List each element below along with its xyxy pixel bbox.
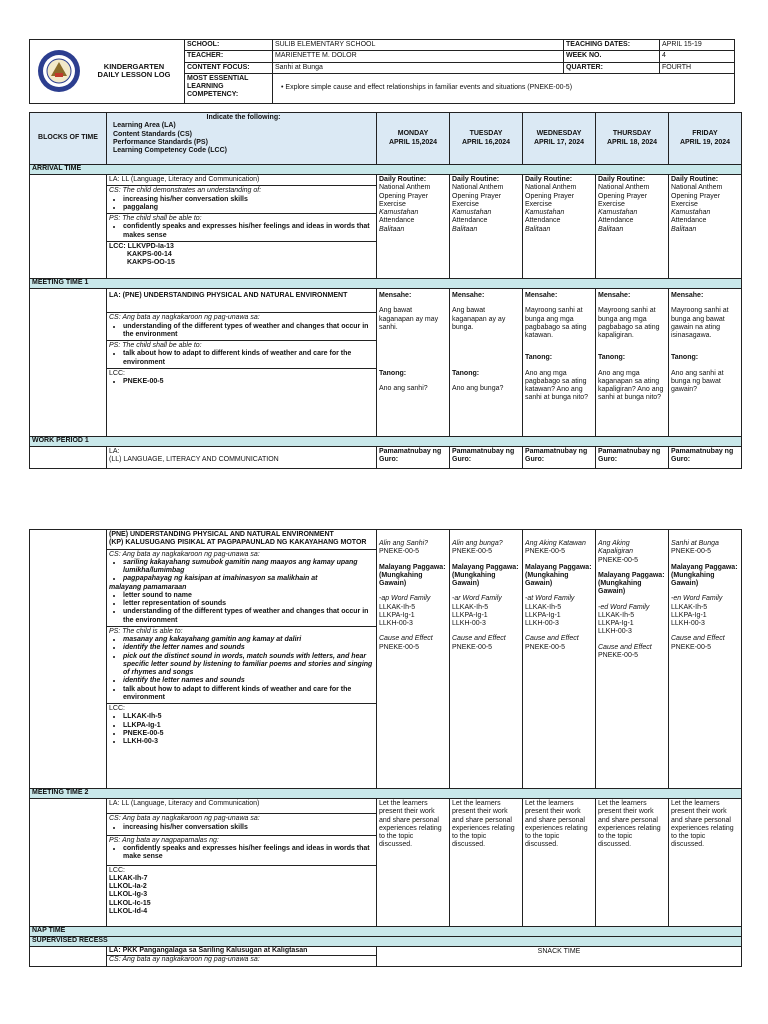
- arrival-lcc: KAKPS-00-14: [127, 251, 172, 258]
- work1b-ps-item: • identify the letter names and sounds: [123, 644, 374, 652]
- arrival-cs-item: • paggalang: [123, 204, 374, 212]
- section-arrival-time: ARRIVAL TIME: [30, 165, 742, 175]
- log-title-line2: DAILY LESSON LOG: [97, 70, 171, 80]
- routine-cell: Daily Routine: National Anthem Opening Prayer Exercise Kamustahan Attendance Balitaan: [669, 175, 742, 279]
- lesson-table-page2: [29, 529, 742, 967]
- section-meeting-time-1: MEETING TIME 1: [30, 279, 742, 289]
- indicate-line: Learning Competency Code (LCC): [113, 147, 227, 154]
- meeting1-day-cell: Mensahe: Ang bawat kaganapan ay may sanhi. Tanong: Ano ang sanhi?: [377, 289, 450, 437]
- meeting2-cs-item: • increasing his/her conversation skills: [123, 824, 374, 832]
- indicate-line: Performance Standards (PS): [113, 138, 208, 146]
- meeting2-activity: Let the learners present their work and share personal experiences relating to the topic discussed.: [450, 799, 523, 927]
- work1b-day-cell: Sanhi at Bunga PNEKE-00-5 Malayang Paggawa: (Mungkahing Gawain) -en Word Family LLKAK-Ih-5 LLKPA-Ig-1 LLKH-00-3 Cause and Effect PNEKE-00-5: [669, 530, 742, 789]
- meeting1-lcc-label: LCC:: [109, 369, 125, 377]
- week-value: 4: [660, 51, 735, 62]
- routine-cell: Daily Routine: National Anthem Opening Prayer Exercise Kamustahan Attendance Balitaan: [450, 175, 523, 279]
- meeting2-la: LA: LL (Language, Literacy and Communication): [107, 799, 376, 814]
- arrival-ps-item: • confidently speaks and expresses his/her feelings and ideas in words that makes sense: [123, 223, 374, 240]
- melc-value: Explore simple cause and effect relationships in familiar events and situations (PNEKE-00-5): [285, 84, 573, 92]
- indicate-line: Learning Area (LA): [113, 122, 176, 130]
- meeting1-day-cell: Mensahe: Mayroong sanhi at bunga ang mga pagbabago sa ating katawan. Tanong: Ano ang mga pagbabago sa ating katawan? Ano ang sanhi at bunga nito?: [523, 289, 596, 437]
- meeting1-cs-item: • understanding of the different types of weather and changes that occur in the environment: [123, 323, 374, 340]
- work1b-ps-item: • pick out the distinct sound in words, match sounds with letters, and hear specific letter sound by listening to familiar poems and stories and singing of rhymes and songs: [123, 653, 374, 678]
- work1b-cs-intro: CS: Ang bata ay nagkakaroon ng pag-unawa sa:: [109, 550, 260, 558]
- meeting1-ps-intro: PS: The child shall be able to:: [109, 342, 202, 349]
- meeting1-day-cell: Mensahe: Ang bawat kaganapan ay ay bunga. Tanong: Ano ang bunga?: [450, 289, 523, 437]
- meeting1-day-cell: Mensahe: Mayroong sanhi at bunga ang mga pagbabago sa ating kapaligiran. Tanong: Ano ang mga kaganapan sa ating kapaligiran? Ano ang sanhi at bunga nito?: [596, 289, 669, 437]
- meeting2-ps-intro: PS: Ang bata ay nagpapamalas ng:: [109, 836, 219, 844]
- meeting2-lcc: LLKOL-Ic-15: [109, 899, 151, 907]
- work1b-cs-item: • understanding of the different types of weather and changes that occur in the environment: [123, 608, 374, 625]
- day-header-tuesday: TUESDAY APRIL 16,2024: [450, 113, 523, 165]
- work1b-cs-item: • letter sound to name: [123, 592, 374, 600]
- meeting2-activity: Let the learners present their work and share personal experiences relating to the topic discussed.: [669, 799, 742, 927]
- work1b-day-cell: Alin ang bunga? PNEKE-00-5 Malayang Paggawa: (Mungkahing Gawain) -ar Word Family LLKAK-Ih-5 LLKPA-Ig-1 LLKH-00-3 Cause and Effect PNEKE-00-5: [450, 530, 523, 789]
- work1-la: (LL) LANGUAGE, LITERACY AND COMMUNICATION: [109, 456, 279, 464]
- work1-la-label: LA:: [109, 448, 120, 455]
- blocks-of-time-header: BLOCKS OF TIME: [30, 113, 107, 165]
- meeting2-lcc: LCC:: [109, 866, 125, 874]
- work1-guide: Pamamatnubay ng Guro:: [669, 447, 742, 469]
- deped-seal-logo: [32, 49, 86, 93]
- work1b-lcc-label: LCC:: [109, 705, 125, 712]
- arrival-cs-item: • increasing his/her conversation skills: [123, 196, 374, 204]
- content-focus-label: CONTENT FOCUS:: [185, 62, 273, 73]
- day-header-friday: FRIDAY APRIL 19, 2024: [669, 113, 742, 165]
- snack-time: SNACK TIME: [377, 947, 742, 967]
- meeting2-lcc: LLKAK-Ih-7: [109, 874, 148, 882]
- work1b-day-cell: Alin ang Sanhi? PNEKE-00-5 Malayang Paggawa: (Mungkahing Gawain) -ap Word Family LLKAK-Ih-5 LLKPA-Ig-1 LLKH-00-3 Cause and Effect PNEKE-00-5: [377, 530, 450, 789]
- work1b-cs-line: malayang pamamaraan: [109, 583, 187, 591]
- work1b-pne: (PNE) UNDERSTANDING PHYSICAL AND NATURAL ENVIRONMENT: [109, 531, 334, 538]
- quarter-label: QUARTER:: [564, 62, 660, 73]
- meeting1-ps-item: • talk about how to adapt to different kinds of weather and care for the environment: [123, 350, 374, 367]
- melc-label: MOST ESSENTIAL LEARNING COMPETENCY:: [185, 73, 273, 103]
- arrival-lcc: LCC: LLKVPD-Ia-13: [109, 242, 174, 250]
- section-meeting-time-2: MEETING TIME 2: [30, 789, 742, 799]
- routine-cell: Daily Routine: National Anthem Opening Prayer Exercise Kamustahan Attendance Balitaan: [523, 175, 596, 279]
- arrival-cs-intro: CS: The child demonstrates an understanding of:: [109, 187, 262, 195]
- indicate-title: Indicate the following:: [206, 114, 281, 121]
- work1b-ps-intro: PS: The child is able to:: [109, 627, 183, 635]
- meeting2-cs-intro: CS: Ang bata ay nagkakaroon ng pag-unawa sa:: [109, 815, 260, 823]
- header-table: [29, 39, 735, 104]
- day-header-thursday: THURSDAY APRIL 18, 2024: [596, 113, 669, 165]
- meeting2-lcc: LLKOL-Id-4: [109, 907, 148, 915]
- week-label: WEEK NO.: [564, 51, 660, 62]
- work1b-ps-item: • talk about how to adapt to different kinds of weather and care for the environment: [123, 686, 374, 703]
- work1b-day-cell: Ang Aking Katawan PNEKE-00-5 Malayang Paggawa: (Mungkahing Gawain) -at Word Family LLKAK-Ih-5 LLKPA-Ig-1 LLKH-00-3 Cause and Effect PNEKE-00-5: [523, 530, 596, 789]
- content-focus-value: Sanhi at Bunga: [273, 62, 564, 73]
- work1-guide: Pamamatnubay ng Guro:: [523, 447, 596, 469]
- work1b-kp: (KP) KALUSUGANG PISIKAL AT PAGPAPAUNLAD NG KAKAYAHANG MOTOR: [109, 539, 367, 547]
- routine-cell: Daily Routine: National Anthem Opening Prayer Exercise Kamustahan Attendance Balitaan: [377, 175, 450, 279]
- work1b-ps-item: • identify the letter names and sounds: [123, 677, 374, 685]
- work1b-lcc-item: • PNEKE-00-5: [123, 730, 374, 738]
- work1b-cs-item: • letter representation of sounds: [123, 600, 374, 608]
- recess-cs: CS: Ang bata ay nagkakaroon ng pag-unawa sa:: [109, 956, 260, 964]
- arrival-ps-intro: PS: The child shall be able to:: [109, 215, 202, 222]
- teaching-dates-label: TEACHING DATES:: [564, 40, 660, 51]
- meeting2-lcc: LLKOL-Ia-2: [109, 883, 147, 890]
- indicate-line: Content Standards (CS): [113, 130, 192, 138]
- routine-cell: Daily Routine: National Anthem Opening Prayer Exercise Kamustahan Attendance Balitaan: [596, 175, 669, 279]
- teacher-value: MARIENETTE M. DOLOR: [273, 51, 564, 62]
- work1b-ps-item: • masanay ang kakayahang gamitin ang kamay at daliri: [123, 636, 374, 644]
- meeting2-activity: Let the learners present their work and share personal experiences relating to the topic discussed.: [523, 799, 596, 927]
- section-supervised-recess: SUPERVISED RECESS: [30, 937, 742, 947]
- meeting2-activity: Let the learners present their work and share personal experiences relating to the topic discussed.: [377, 799, 450, 927]
- melc-bullet: •: [281, 84, 286, 92]
- work1b-day-cell: Ang Aking Kapaligiran PNEKE-00-5 Malayang Paggawa: (Mungkahing Gawain) -ed Word Family LLKAK-Ih-5 LLKPA-Ig-1 LLKH-00-3 Cause and Effect PNEKE-00-5: [596, 530, 669, 789]
- work1-guide: Pamamatnubay ng Guro:: [596, 447, 669, 469]
- school-label: SCHOOL:: [185, 40, 273, 51]
- work1b-lcc-item: • LLKPA-Ig-1: [123, 722, 374, 730]
- school-value: SULIB ELEMENTARY SCHOOL: [273, 40, 564, 51]
- meeting1-lcc-item: • PNEKE-00-5: [123, 378, 374, 386]
- meeting2-lcc: LLKOL-Ig-3: [109, 891, 148, 899]
- lesson-table-page1: [29, 112, 742, 469]
- quarter-value: FOURTH: [660, 62, 735, 73]
- section-nap-time: NAP TIME: [30, 927, 742, 937]
- meeting1-la: LA: (PNE) UNDERSTANDING PHYSICAL AND NATURAL ENVIRONMENT: [107, 289, 376, 313]
- day-header-monday: MONDAY APRIL 15,2024: [377, 113, 450, 165]
- arrival-lcc: KAKPS-OO-15: [127, 259, 175, 267]
- work1b-lcc-item: • LLKAK-Ih-5: [123, 713, 374, 721]
- meeting2-ps-item: • confidently speaks and expresses his/her feelings and ideas in words that make sense: [123, 845, 374, 862]
- log-title-line1: KINDERGARTEN: [103, 61, 165, 71]
- meeting2-activity: Let the learners present their work and share personal experiences relating to the topic discussed.: [596, 799, 669, 927]
- teacher-label: TEACHER:: [185, 51, 273, 62]
- recess-la: LA: PKK Pangangalaga sa Sariling Kalusugan at Kaligtasan: [107, 947, 376, 956]
- work1-guide: Pamamatnubay ng Guro:: [377, 447, 450, 469]
- arrival-la: LA: LL (Language, Literacy and Communication): [107, 175, 376, 186]
- section-work-period-1: WORK PERIOD 1: [30, 437, 742, 447]
- work1-guide: Pamamatnubay ng Guro:: [450, 447, 523, 469]
- meeting1-cs-intro: CS: Ang bata ay nagkakaroon ng pag-unawa sa:: [109, 314, 260, 322]
- work1b-cs-item: • sariling kakayahang sumubok gamitin nang maayos ang kamay upang lumikha/lumimbag: [123, 559, 374, 576]
- meeting1-day-cell: Mensahe: Mayroong sanhi at bunga ang bawat gawain na ating isinasagawa. Tanong: Ano ang sanhi at bunga ng bawat gawain?: [669, 289, 742, 437]
- teaching-dates-value: APRIL 15-19: [660, 40, 735, 51]
- work1b-cs-item: • pagpapahayag ng kaisipan at imahinasyon sa malikhain at: [123, 575, 374, 583]
- day-header-wednesday: WEDNESDAY APRIL 17, 2024: [523, 113, 596, 165]
- work1b-lcc-item: • LLKH-00-3: [123, 738, 374, 746]
